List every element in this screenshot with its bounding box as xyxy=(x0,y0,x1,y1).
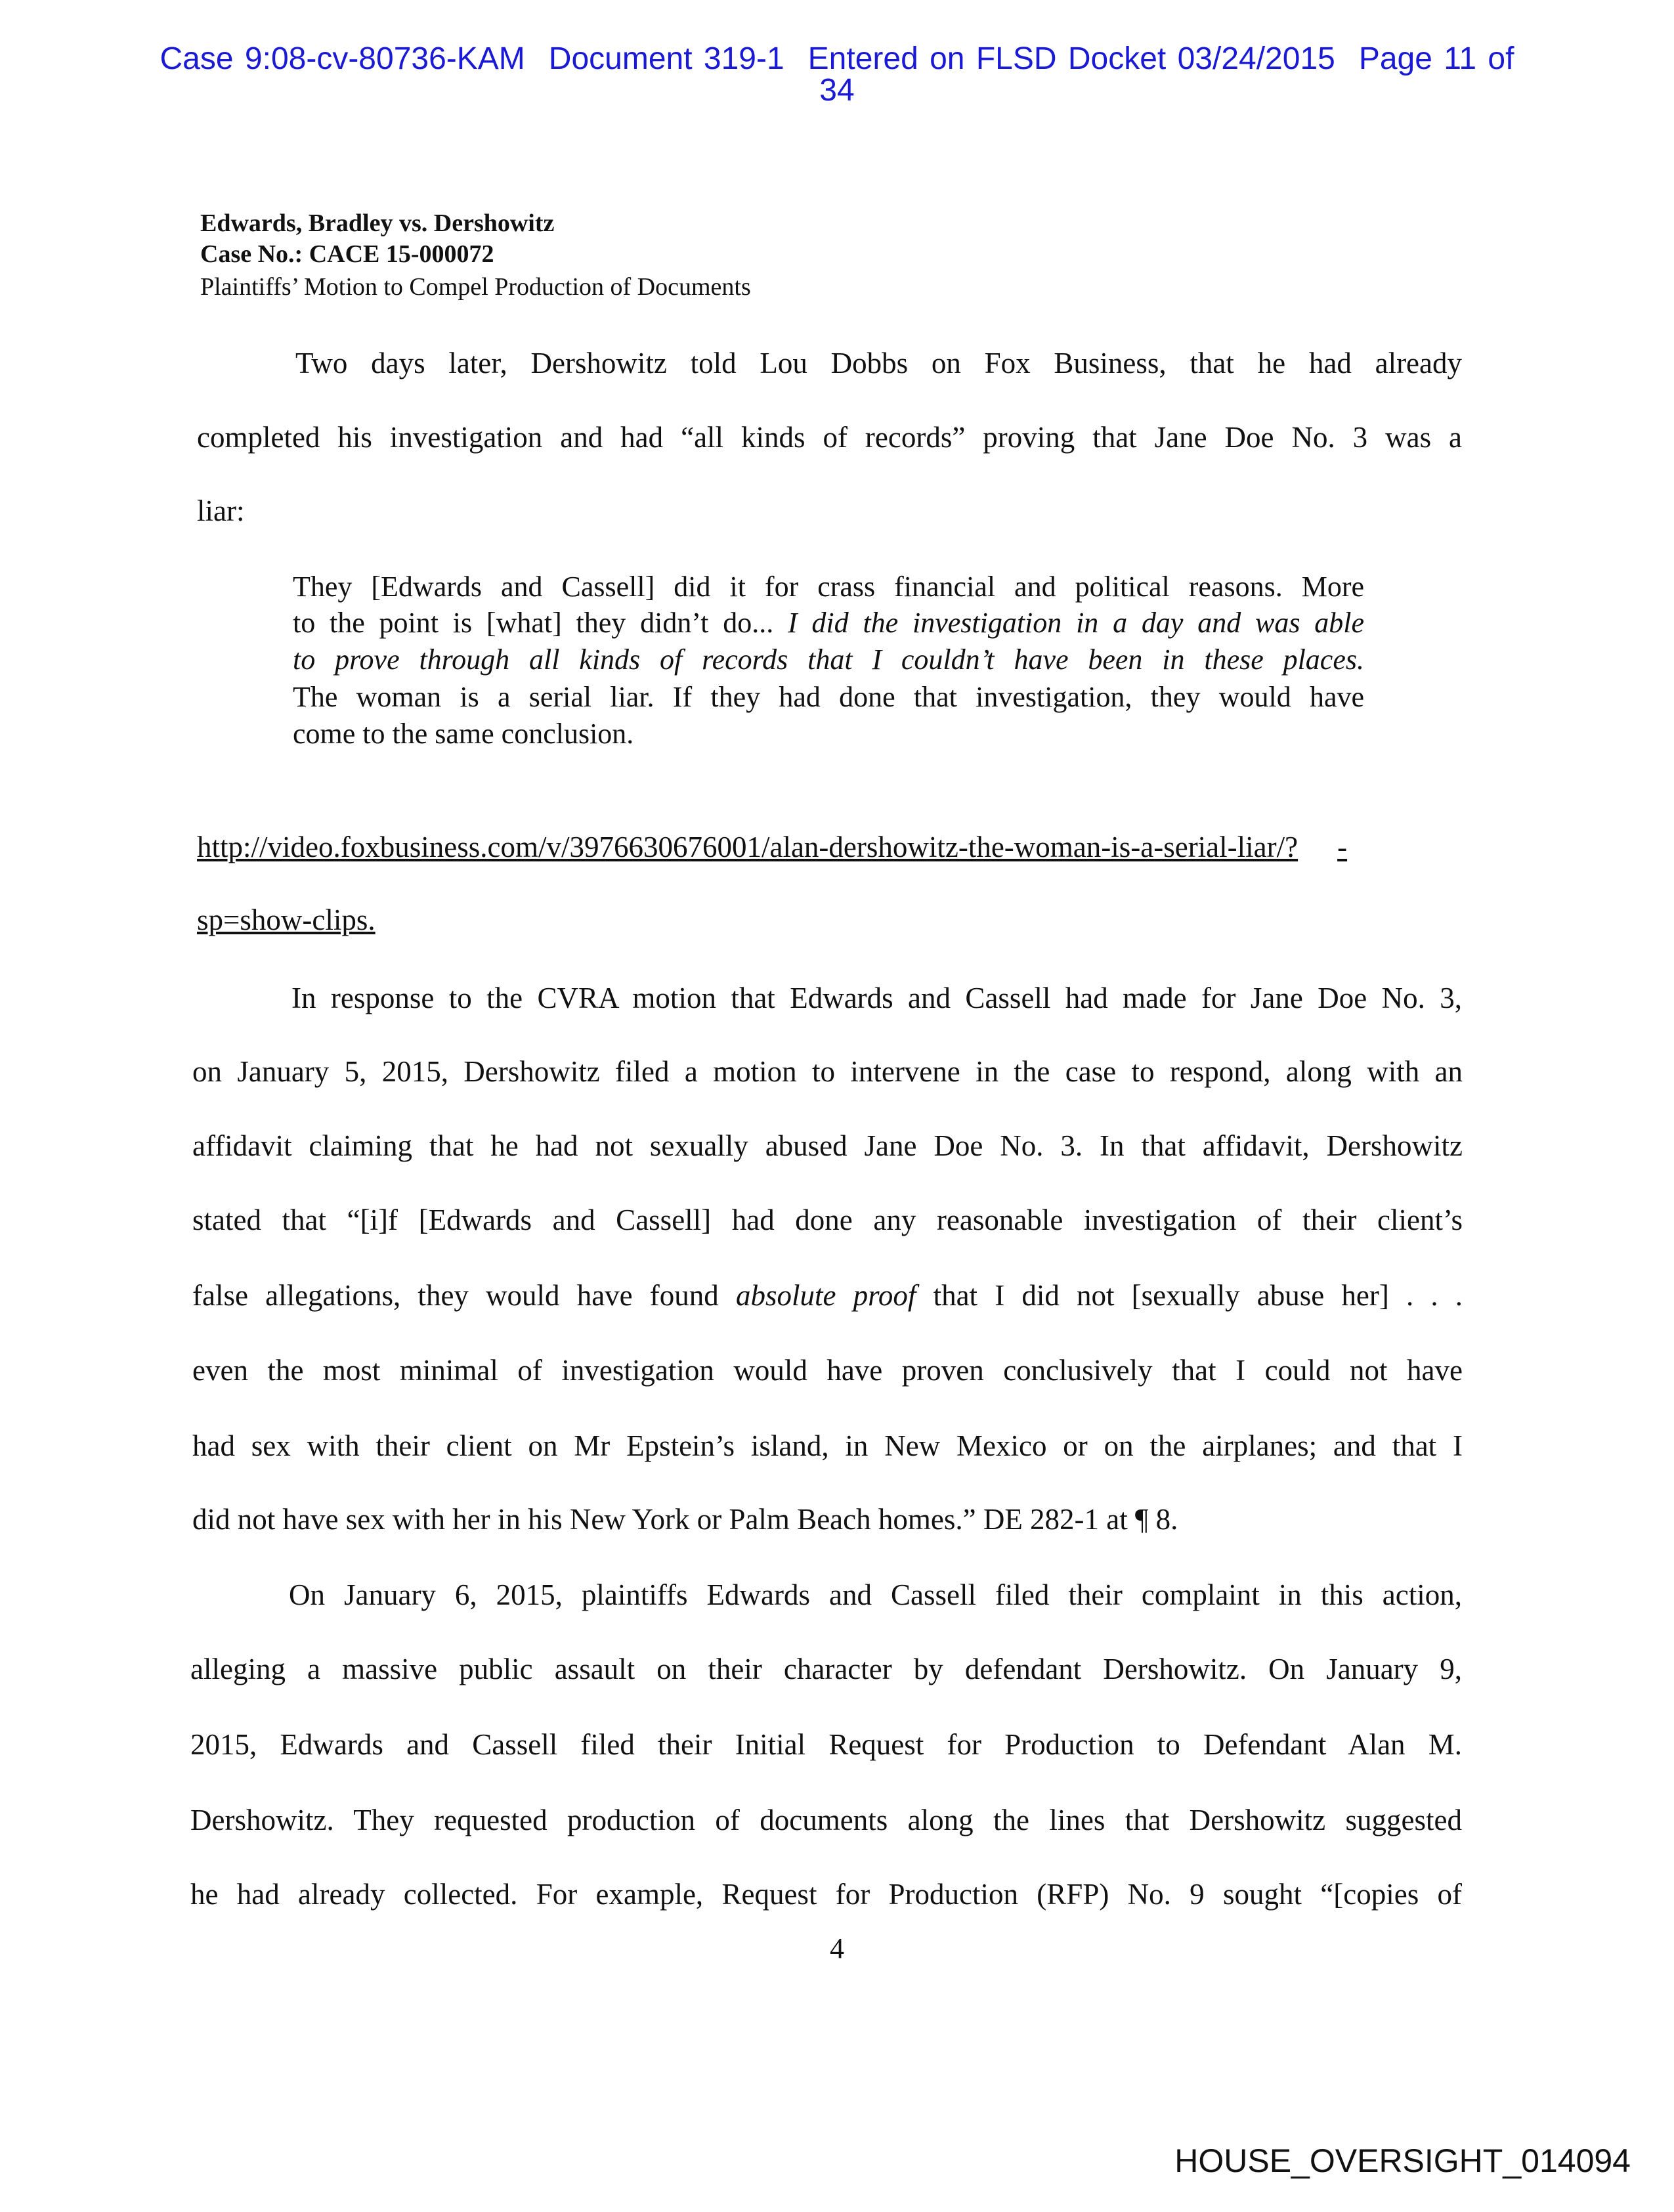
header-case: Case 9:08-cv-80736-KAM xyxy=(160,41,525,76)
text-segment: false allegations, they would have found xyxy=(192,1279,736,1312)
caption-parties: Edwards, Bradley vs. Dershowitz xyxy=(200,209,555,237)
text-segment: The woman is a serial liar. If they had done that investigation, they would have xyxy=(293,681,1364,713)
paragraph-line xyxy=(197,492,244,529)
paragraph-line xyxy=(190,1876,1462,1913)
paragraph-line xyxy=(192,1427,1463,1464)
italic-text: to prove through all kinds of records that I couldn’t have been in these places. xyxy=(293,643,1364,676)
docket-header xyxy=(0,41,1674,77)
text-segment: on January 5, 2015, Dershowitz filed a motion to intervene in the case to respond, along with an xyxy=(192,1055,1463,1088)
text-segment: even the most minimal of investigation would have proven conclusively that I could not have xyxy=(192,1354,1463,1387)
text-segment: sp=show-clips. xyxy=(197,903,376,936)
paragraph-line xyxy=(190,1726,1462,1763)
text-segment: They [Edwards and Cassell] did it for crass financial and political reasons. More xyxy=(293,571,1364,603)
block-quote-line xyxy=(293,641,1364,678)
url-link-line[interactable] xyxy=(197,829,1462,865)
paragraph-line xyxy=(192,1352,1463,1389)
text-segment: alleging a massive public assault on their character by defendant Dershowitz. On January 9, xyxy=(190,1653,1462,1685)
text-segment: completed his investigation and had “all kinds of records” proving that Jane Doe No. 3 was a xyxy=(197,421,1462,454)
header-entered: Entered on FLSD Docket 03/24/2015 xyxy=(807,41,1335,76)
text-segment: affidavit claiming that he had not sexually abused Jane Doe No. 3. In that affidavit, Dershowitz xyxy=(192,1129,1463,1162)
url-link-line[interactable] xyxy=(197,901,376,938)
text-segment: did not have sex with her in his New York or Palm Beach homes.” DE 282-1 at ¶ 8. xyxy=(192,1503,1178,1536)
text-segment: On January 6, 2015, plaintiffs Edwards and Cassell filed their complaint in this action, xyxy=(289,1578,1462,1611)
paragraph-line xyxy=(291,980,1462,1016)
paragraph-line xyxy=(197,419,1462,456)
bates-footer: HOUSE_OVERSIGHT_014094 xyxy=(1174,2142,1631,2179)
block-quote-line xyxy=(293,716,633,752)
paragraph-line xyxy=(289,1576,1462,1613)
text-segment: that I did not [sexually abuse her] . . . xyxy=(916,1279,1463,1312)
text-segment: - xyxy=(1337,831,1348,863)
header-total-pages: 34 xyxy=(819,73,855,108)
paragraph-line xyxy=(192,1053,1463,1090)
text-segment: 2015, Edwards and Cassell filed their Initial Request for Production to Defendant Alan M. xyxy=(190,1728,1462,1761)
caption-title: Plaintiffs’ Motion to Compel Production of Documents xyxy=(200,273,751,301)
block-quote-line xyxy=(293,605,1364,641)
text-segment: http://video.foxbusiness.com/v/3976630676001/alan-dershowitz-the-woman-is-a-serial-liar/? xyxy=(197,831,1298,863)
caption-case-number: Case No.: CACE 15-000072 xyxy=(200,240,494,268)
page-number: 4 xyxy=(830,1932,844,1964)
paragraph-line xyxy=(295,345,1462,381)
italic-text: I did the investigation in a day and was able xyxy=(787,607,1364,639)
block-quote-line xyxy=(293,679,1364,716)
paragraph-line xyxy=(192,1501,1178,1538)
text-segment: had sex with their client on Mr Epstein’s island, in New Mexico or on the airplanes; and that I xyxy=(192,1429,1463,1462)
paragraph-line xyxy=(190,1651,1462,1687)
paragraph-line xyxy=(192,1127,1463,1164)
text-segment: liar: xyxy=(197,494,245,527)
text-segment: In response to the CVRA motion that Edwards and Cassell had made for Jane Doe No. 3, xyxy=(291,982,1462,1014)
italic-text: absolute proof xyxy=(735,1279,916,1312)
header-document: Document 319-1 xyxy=(548,41,784,76)
text-segment: to the point is [what] they didn’t do... xyxy=(293,607,788,639)
paragraph-line xyxy=(192,1202,1463,1238)
text-segment: stated that “[i]f [Edwards and Cassell] had done any reasonable investigation of their client’s xyxy=(192,1204,1463,1236)
text-segment: come to the same conclusion. xyxy=(293,718,634,750)
text-segment: Dershowitz. They requested production of documents along the lines that Dershowitz suggested xyxy=(190,1804,1462,1836)
paragraph-line xyxy=(190,1802,1462,1838)
text-segment: he had already collected. For example, Request for Production (RFP) No. 9 sought “[copies of xyxy=(190,1878,1462,1911)
paragraph-line xyxy=(192,1277,1463,1314)
block-quote-line xyxy=(293,569,1364,605)
text-segment: Two days later, Dershowitz told Lou Dobbs on Fox Business, that he had already xyxy=(295,347,1462,380)
header-page: Page 11 of xyxy=(1358,41,1514,76)
